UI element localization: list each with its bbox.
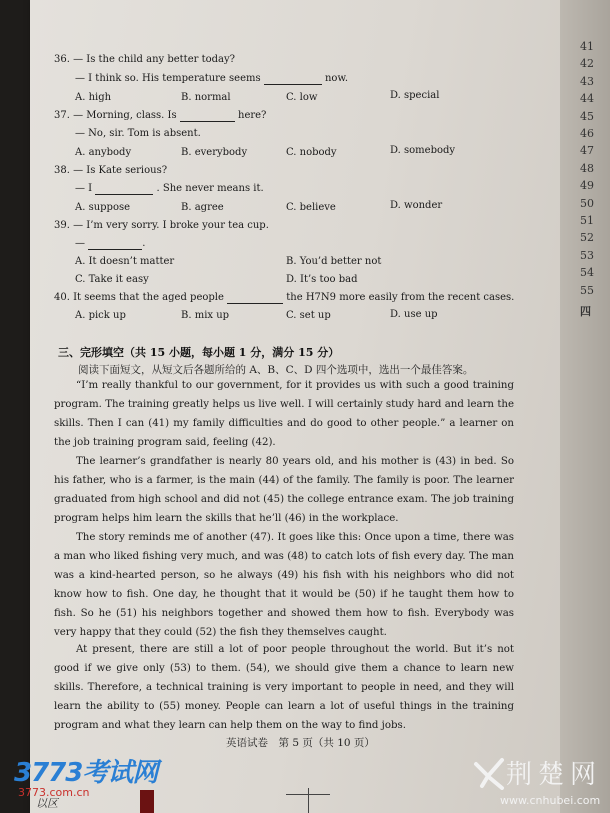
margin-question-numbers <box>580 38 594 321</box>
margin-number: 42 <box>580 57 594 71</box>
passage-paragraph: The story reminds me of another (47). It goes like this: Once upon a time, there was a man who liked fishing very much, and was (48) to catch lots of fish every day. The man was a kind-hearted person, so he always (49) his fish with his neighbors who did not know how to fish. One day, he thought that it would be (50) if he taught them how to fish. So he (51) his neighbors together and showed them how to fish. Everybody was very happy that they could (52) the fish they themselves caught. <box>54 532 514 638</box>
question-text: — <box>75 238 85 249</box>
answer-blank <box>264 73 322 85</box>
answer-blank <box>227 292 283 304</box>
option-d: D. use up <box>390 309 438 320</box>
option-d: D. special <box>390 90 440 101</box>
option-c: C. nobody <box>286 147 337 158</box>
passage-paragraph: The learner’s grandfather is nearly 80 years old, and his mother is (43) in bed. So his father, who is a farmer, is the main (44) of the family. The family is poor. The learner graduated from high school and did not (45) the college entrance exam. The job training program helps him learn the skills that he’ll (46) in the workplace. <box>54 456 514 524</box>
question-text: It seems that the aged people <box>73 292 224 303</box>
option-c: C. low <box>286 92 318 103</box>
question-40-line1 <box>54 292 514 304</box>
option-d: D. wonder <box>390 200 443 211</box>
margin-number: 45 <box>580 109 594 123</box>
question-39-line1 <box>54 220 269 231</box>
margin-number: 54 <box>580 266 594 280</box>
question-text: now. <box>324 73 348 84</box>
option-a: A. anybody <box>75 147 132 158</box>
margin-number: 50 <box>580 196 594 210</box>
option-b: B. everybody <box>181 147 248 158</box>
question-39-line2 <box>75 238 145 250</box>
option-b: B. mix up <box>181 310 230 321</box>
question-text: — Morning, class. Is <box>73 110 177 121</box>
answer-blank <box>95 183 153 195</box>
margin-number: 55 <box>580 283 594 297</box>
margin-number: 44 <box>580 92 594 106</box>
question-text: . She never means it. <box>156 183 264 194</box>
margin-number: 47 <box>580 144 594 158</box>
question-37-line2 <box>75 128 201 139</box>
option-b: B. agree <box>181 202 224 213</box>
question-text: — No, sir. Tom is absent. <box>75 128 201 139</box>
cnhubei-logo-icon <box>472 756 506 790</box>
question-text: — Is Kate serious? <box>73 165 168 176</box>
margin-number: 53 <box>580 248 594 262</box>
section-instruction: 阅读下面短文，从短文后各题所给的 A、B、C、D 四个选项中，选出一个最佳答案。 <box>78 364 474 376</box>
question-number: 38. <box>54 165 70 176</box>
question-38-line2 <box>75 183 264 195</box>
passage-paragraph: “I’m really thankful to our government, for it provides us with such a good training program. The training greatly helps us live well. I will certainly study hard and learn the skills. Then I can (41) my family difficulties and do good to other people.” a learner on the job training program said, feeling (42). <box>54 380 514 448</box>
watermark-3773 <box>14 752 158 799</box>
section-title: 三、完形填空（共 15 小题，每小题 1 分，满分 15 分） <box>58 346 340 359</box>
question-36-line1 <box>54 54 235 65</box>
margin-number: 43 <box>580 74 594 88</box>
page-footer: 英语试卷 第 5 页（共 10 页） <box>226 737 375 749</box>
question-number: 40. <box>54 292 70 303</box>
option-a: A. high <box>75 92 112 103</box>
option-a: A. It doesn’t matter <box>75 256 175 267</box>
watermark-url: 3773.com.cn <box>18 786 90 799</box>
question-text: — I’m very sorry. I broke your tea cup. <box>73 220 269 231</box>
option-b: B. normal <box>181 92 231 103</box>
margin-number: 49 <box>580 179 594 193</box>
watermark-logo-text: 3773考试网 <box>14 758 158 788</box>
question-text: the H7N9 more easily from the recent cases. <box>286 292 515 303</box>
margin-number: 51 <box>580 214 594 228</box>
option-c: C. set up <box>286 310 331 321</box>
option-c: C. Take it easy <box>75 274 149 285</box>
handwritten-mark: 以区 <box>36 797 58 810</box>
watermark-url: www.cnhubei.com <box>500 794 601 807</box>
passage-paragraph: At present, there are still a lot of poor people throughout the world. But it’s not good if we give only (53) to them. (54), we should give them a chance to learn new skills. Therefore, a technical training is very important to people in need, and they will learn the ability to (55) money. People can learn a lot of useful things in the training program and what they learn can help them on the way to find jobs. <box>54 644 514 731</box>
cross-mark-horizontal <box>286 794 330 795</box>
watermark-logo-text: 荆楚网 <box>506 760 603 790</box>
question-number: 37. <box>54 110 70 121</box>
question-37-line1 <box>54 110 266 122</box>
question-text: — Is the child any better today? <box>73 54 235 65</box>
answer-blank <box>180 110 235 122</box>
margin-number: 48 <box>580 161 594 175</box>
answer-blank <box>88 238 142 250</box>
question-number: 36. <box>54 54 70 65</box>
question-number: 39. <box>54 220 70 231</box>
option-a: A. suppose <box>75 202 131 213</box>
option-d: D. It’s too bad <box>286 274 358 285</box>
question-text: — I think so. His temperature seems <box>75 73 261 84</box>
margin-number: 41 <box>580 40 594 53</box>
margin-number: 46 <box>580 127 594 141</box>
margin-number: 52 <box>580 231 594 245</box>
option-d: D. somebody <box>390 145 456 156</box>
watermark-cnhubei <box>472 754 602 810</box>
red-object <box>140 790 154 813</box>
question-text: here? <box>238 110 267 121</box>
margin-label: 四 <box>580 305 591 319</box>
cross-mark-vertical <box>308 788 309 813</box>
option-c: C. believe <box>286 202 336 213</box>
option-a: A. pick up <box>75 310 126 321</box>
question-text: — I <box>75 183 93 194</box>
question-38-line1 <box>54 165 167 176</box>
question-36-line2 <box>75 73 348 85</box>
question-text: . <box>142 238 146 249</box>
option-b: B. You’d better not <box>286 256 382 267</box>
